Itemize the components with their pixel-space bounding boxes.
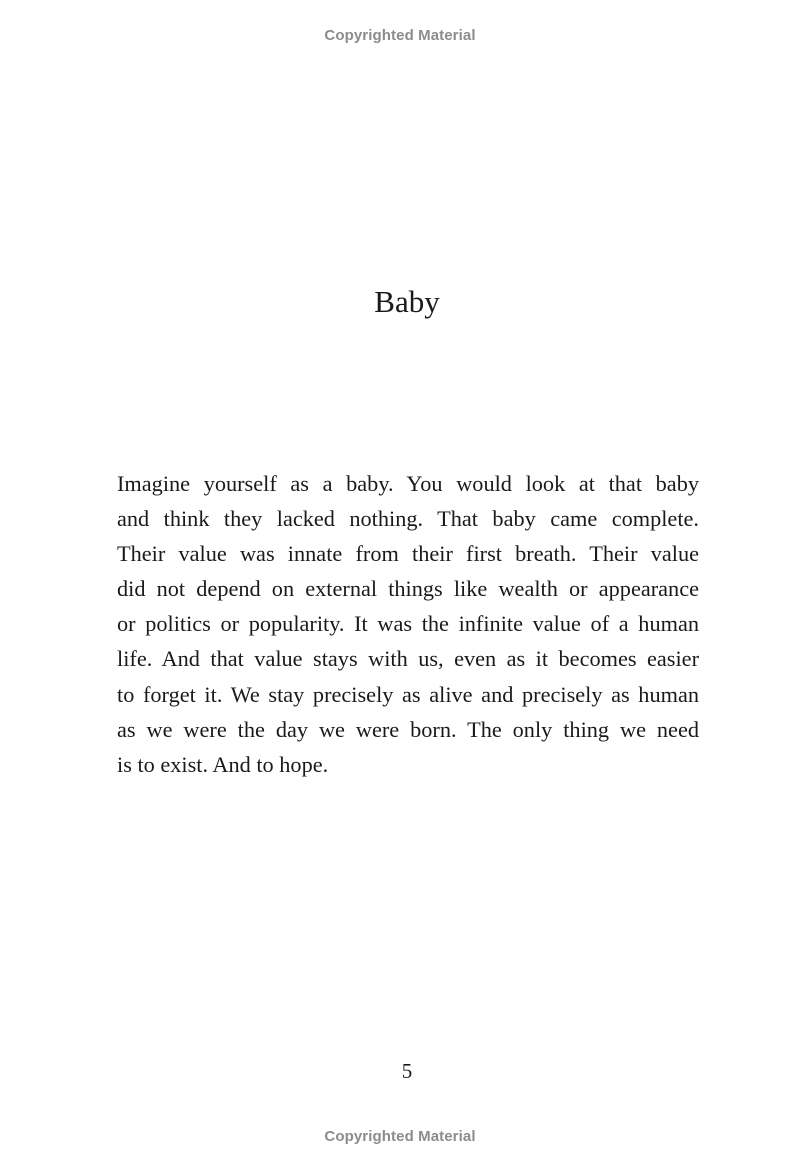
paragraph-line: Their value was innate from their first breath. Their value [117,541,699,567]
paragraph-line: is to exist. And to hope. [117,751,329,777]
paragraph-line: Imagine yourself as a baby. You would look at that baby [117,471,699,496]
body-paragraph [117,466,699,782]
paragraph-line: as we were the day we were born. The only thing we need [117,716,699,742]
copyright-watermark-bottom: Copyrighted Material [324,1128,476,1145]
paragraph-line: did not depend on external things like wealth or appearance [117,576,699,602]
chapter-title: Baby [374,284,440,319]
paragraph-line: and think they lacked nothing. That baby came complete. [117,506,699,532]
page-number: 5 [401,1059,413,1083]
copyright-watermark-top: Copyrighted Material [324,27,476,44]
paragraph-line: life. And that value stays with us, even as it becomes easier [117,646,699,672]
paragraph-line: or politics or popularity. It was the infinite value of a human [117,611,699,637]
paragraph-line: to forget it. We stay precisely as alive and precisely as human [117,681,699,707]
